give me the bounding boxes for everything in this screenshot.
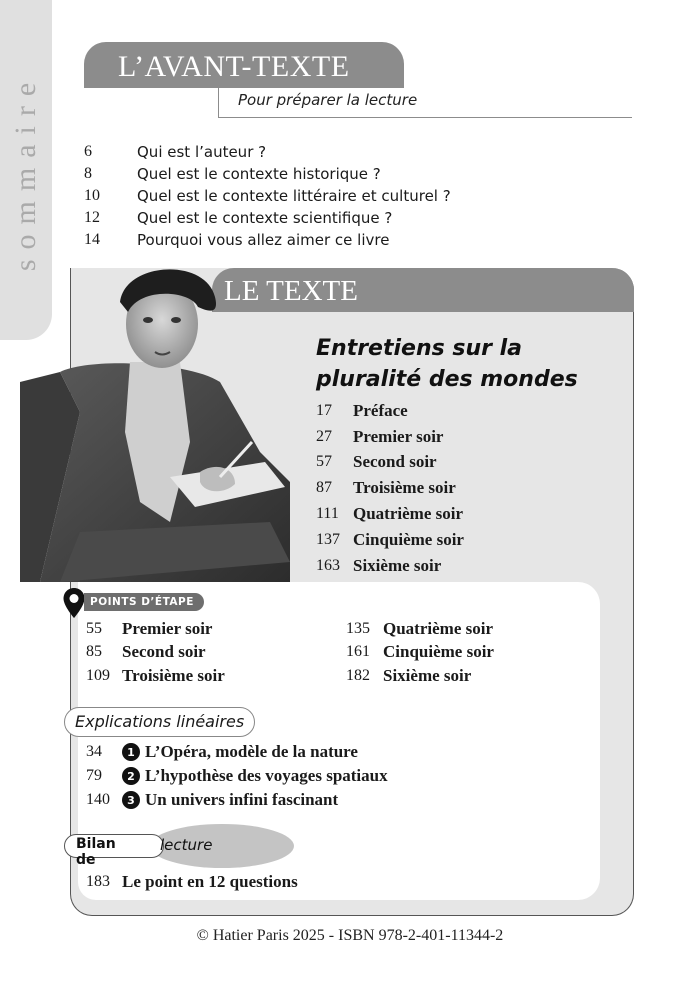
entry-label: Quatrième soir <box>383 618 493 638</box>
toc-entry[interactable] <box>346 641 494 665</box>
entry-label: Cinquième soir <box>383 642 494 662</box>
toc-entry[interactable] <box>84 229 451 251</box>
page-number: 109 <box>86 666 110 684</box>
page-number: 27 <box>316 427 332 445</box>
toc-entry[interactable] <box>86 872 298 892</box>
toc-entry[interactable] <box>316 527 464 553</box>
page-number: 57 <box>316 453 332 471</box>
toc-entry[interactable] <box>84 207 451 229</box>
page-number: 163 <box>316 556 340 574</box>
toc-entry[interactable] <box>316 424 464 450</box>
toc-entry[interactable] <box>346 617 494 641</box>
page-number: 135 <box>346 619 370 637</box>
entry-label: Quel est le contexte historique ? <box>137 165 381 183</box>
toc-entry[interactable] <box>86 617 225 641</box>
entry-label: Troisième soir <box>122 665 225 685</box>
entry-label: Quel est le contexte scientifique ? <box>137 209 393 227</box>
points-etape-list-left <box>86 617 225 688</box>
toc-entry[interactable] <box>86 641 225 665</box>
page-number: 8 <box>84 165 92 182</box>
page-number: 34 <box>86 743 102 760</box>
toc-entry[interactable] <box>316 553 464 579</box>
divider <box>218 88 219 117</box>
avant-texte-subtitle: Pour préparer la lecture <box>238 91 418 109</box>
toc-entry[interactable] <box>86 664 225 688</box>
explications-badge: Explications linéaires <box>64 707 255 737</box>
number-circle-icon: 2 <box>122 767 140 785</box>
toc-entry[interactable] <box>86 788 388 812</box>
number-circle-icon: 3 <box>122 791 140 809</box>
le-texte-title: LE TEXTE <box>224 275 358 307</box>
entry-label: Troisième soir <box>353 478 456 498</box>
entry-label: L’hypothèse des voyages spatiaux <box>145 766 388 785</box>
page-number: 17 <box>316 401 332 419</box>
toc-entry[interactable] <box>316 501 464 527</box>
toc-entry[interactable] <box>84 141 451 163</box>
author-portrait-image <box>20 262 290 582</box>
entry-label: Sixième soir <box>383 665 472 685</box>
book-title: Entretiens sur la pluralité des mondes <box>316 336 578 392</box>
page-number: 161 <box>346 643 370 661</box>
entry-label: Sixième soir <box>353 555 442 575</box>
page-number: 55 <box>86 619 102 637</box>
copyright-footer: © Hatier Paris 2025 - ISBN 978-2-401-11344-2 <box>196 927 504 944</box>
toc-entry[interactable] <box>316 475 464 501</box>
entry-label: Cinquième soir <box>353 529 464 549</box>
page-number: 183 <box>86 873 110 890</box>
entry-label: Un univers infini fascinant <box>145 790 339 809</box>
entry-label: Quel est le contexte littéraire et culturel ? <box>137 187 451 205</box>
page-number: 79 <box>86 767 102 784</box>
points-etape-badge: POINTS D’ÉTAPE <box>84 593 204 611</box>
page-number: 111 <box>316 505 339 523</box>
entry-label: Qui est l’auteur ? <box>137 143 267 161</box>
avant-texte-banner <box>84 42 404 88</box>
page-number: 14 <box>84 231 100 248</box>
page-number: 182 <box>346 666 370 684</box>
entry-label: Premier soir <box>122 618 213 638</box>
entry-label: Premier soir <box>353 426 444 446</box>
avant-texte-list <box>84 141 451 251</box>
entry-label: Pourquoi vous allez aimer ce livre <box>137 231 390 249</box>
page-number: 85 <box>86 643 102 661</box>
side-tab-label: sommaire <box>9 72 42 272</box>
bilan-lecture-label: lecture <box>160 836 213 854</box>
map-pin-icon <box>62 587 86 619</box>
bilan-label: Bilan de <box>76 836 116 868</box>
entry-label: L’Opéra, modèle de la nature <box>145 742 358 761</box>
toc-entry[interactable] <box>316 398 464 424</box>
toc-entry[interactable] <box>86 764 388 788</box>
points-etape-list-right <box>346 617 494 688</box>
toc-entry[interactable] <box>316 450 464 476</box>
toc-entry[interactable] <box>86 740 388 764</box>
chapter-list <box>316 398 464 579</box>
number-circle-icon: 1 <box>122 743 140 761</box>
entry-label: Préface <box>353 400 408 420</box>
page-number: 87 <box>316 479 332 497</box>
page-number: 12 <box>84 209 100 226</box>
page-number: 10 <box>84 187 100 204</box>
entry-label: Second soir <box>122 642 206 662</box>
toc-entry[interactable] <box>346 664 494 688</box>
entry-label: Le point en 12 questions <box>122 872 298 891</box>
toc-entry[interactable] <box>84 185 451 207</box>
explications-list <box>86 740 388 812</box>
divider <box>218 117 632 118</box>
page-number: 140 <box>86 791 110 808</box>
avant-texte-title: L’AVANT-TEXTE <box>118 50 350 83</box>
entry-label: Second soir <box>353 452 437 472</box>
page-number: 137 <box>316 530 340 548</box>
entry-label: Quatrième soir <box>353 504 463 524</box>
toc-entry[interactable] <box>84 163 451 185</box>
page-number: 6 <box>84 143 92 160</box>
